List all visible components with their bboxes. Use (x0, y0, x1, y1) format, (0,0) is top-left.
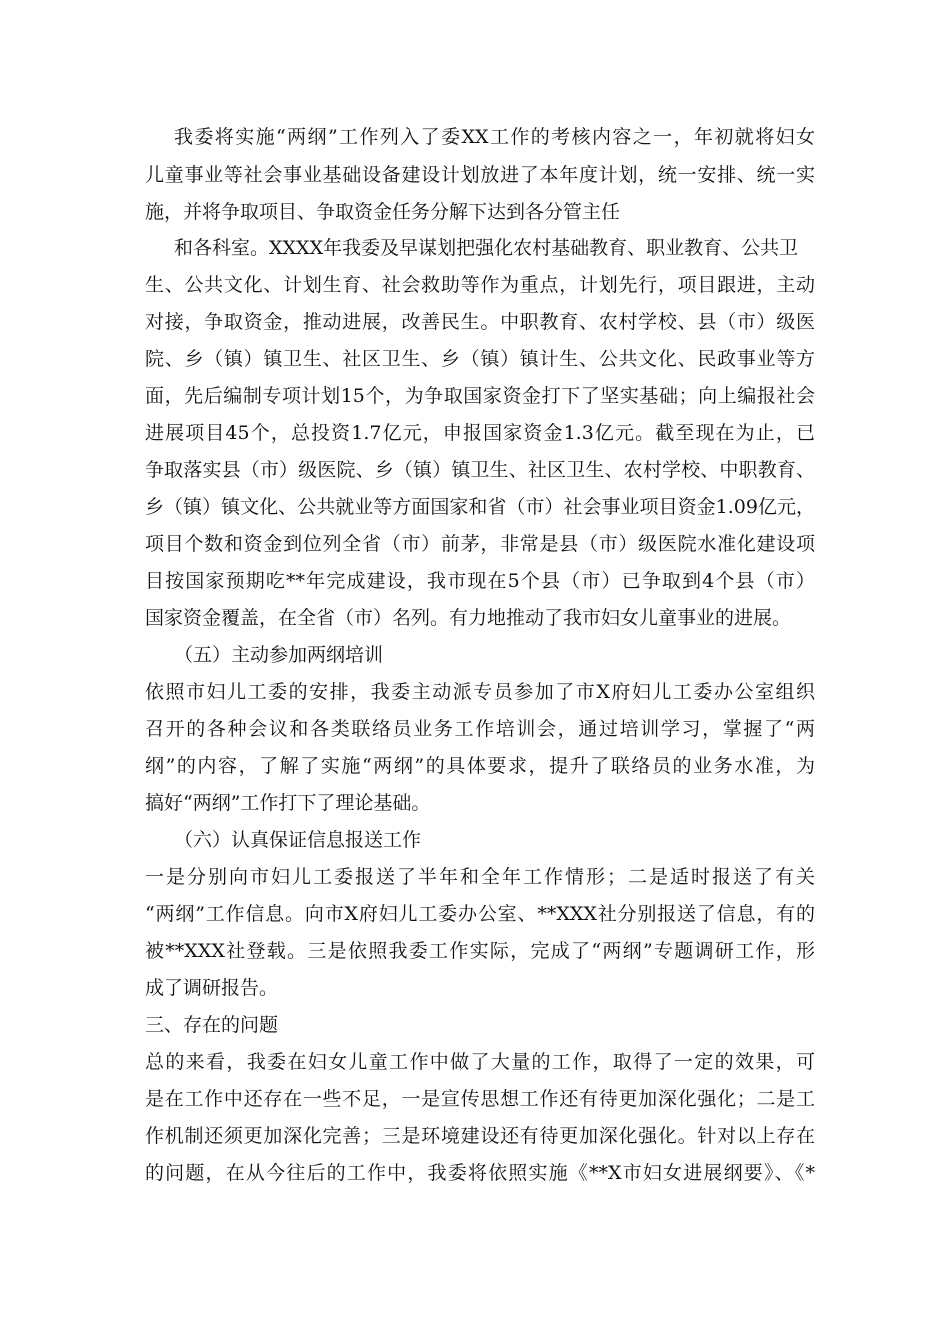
paragraph-line: 总的来看，我委在妇女儿童工作中做了大量的工作，取得了一定的效果，可 (145, 1051, 815, 1073)
paragraph-line: 我委将实施“两纲”工作列入了委XX工作的考核内容之一，年初就将妇女 (174, 126, 815, 148)
paragraph-line: 成了调研报告。 (145, 977, 279, 999)
section-heading: 三、存在的问题 (145, 1014, 279, 1036)
paragraph-line: 面，先后编制专项计划15个，为争取国家资金打下了坚实基础；向上编报社会 (145, 385, 815, 407)
paragraph-line: 进展项目45个，总投资1.7亿元，申报国家资金1.3亿元。截至现在为止，已 (145, 422, 815, 444)
paragraph-line: 依照市妇儿工委的安排，我委主动派专员参加了市X府妇儿工委办公室组织 (145, 681, 815, 703)
paragraph-line: 搞好“两纲”工作打下了理论基础。 (145, 792, 431, 814)
paragraph-line: 和各科室。XXXX年我委及早谋划把强化农村基础教育、职业教育、公共卫 (174, 237, 799, 259)
paragraph-line: 生、公共文化、计划生育、社会救助等作为重点，计划先行，项目跟进，主动 (145, 274, 815, 296)
paragraph-line: 儿童事业等社会事业基础设备建设计划放进了本年度计划，统一安排、统一实 (145, 164, 815, 186)
paragraph-line: 国家资金覆盖，在全省（市）名列。有力地推动了我市妇女儿童事业的进展。 (145, 607, 792, 629)
paragraph-line: 对接，争取资金，推动进展，改善民生。中职教育、农村学校、县（市）级医 (145, 311, 815, 333)
section-heading: （五）主动参加两纲培训 (174, 644, 384, 666)
paragraph-line: 是在工作中还存在一些不足，一是宣传思想工作还有待更加深化强化；二是工 (145, 1088, 815, 1110)
paragraph-line: 作机制还须更加深化完善；三是环境建设还有待更加深化强化。针对以上存在 (145, 1125, 815, 1147)
paragraph-line: 的问题，在从今往后的工作中，我委将依照实施《**X市妇女进展纲要》、《* (145, 1162, 815, 1184)
paragraph-line: 乡（镇）镇文化、公共就业等方面国家和省（市）社会事业项目资金1.09亿元， (145, 496, 815, 518)
paragraph-line: 一是分别向市妇儿工委报送了半年和全年工作情形；二是适时报送了有关 (145, 866, 815, 888)
paragraph-line: 被**XXX社登载。三是依照我委工作实际，完成了“两纲”专题调研工作，形 (145, 940, 815, 962)
paragraph-line: 召开的各种会议和各类联络员业务工作培训会，通过培训学习，掌握了“两 (145, 718, 815, 740)
paragraph-line: 院、乡（镇）镇卫生、社区卫生、乡（镇）镇计生、公共文化、民政事业等方 (145, 348, 815, 370)
paragraph-line: 目按国家预期吃**年完成建设，我市现在5个县（市）已争取到4个县（市） (145, 570, 815, 592)
section-heading: （六）认真保证信息报送工作 (174, 829, 422, 851)
paragraph-line: 施，并将争取项目、争取资金任务分解下达到各分管主任 (145, 201, 621, 223)
paragraph-line: 纲”的内容，了解了实施“两纲”的具体要求，提升了联络员的业务水准，为 (145, 755, 815, 777)
paragraph-line: 项目个数和资金到位列全省（市）前茅，非常是县（市）级医院水准化建设项 (145, 533, 815, 555)
paragraph-line: 争取落实县（市）级医院、乡（镇）镇卫生、社区卫生、农村学校、中职教育、 (145, 459, 815, 481)
paragraph-line: “两纲”工作信息。向市X府妇儿工委办公室、**XXX社分别报送了信息，有的 (145, 903, 815, 925)
